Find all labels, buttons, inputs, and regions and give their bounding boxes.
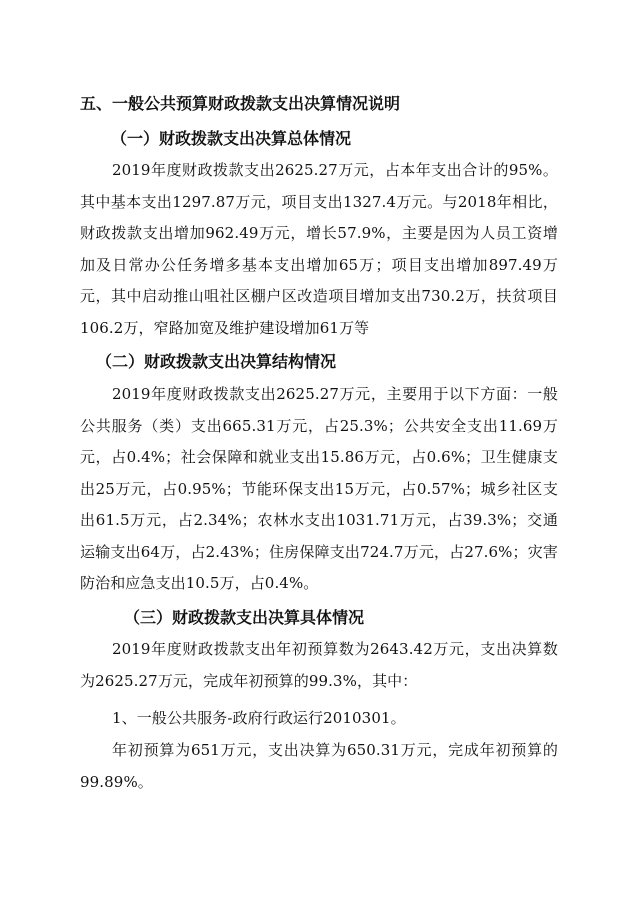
subsection-heading-2: （二）财政拨款支出决算结构情况 bbox=[96, 352, 337, 371]
subsection-heading-3: （三）财政拨款支出决算具体情况 bbox=[124, 608, 365, 627]
paragraph-item-1-detail: 年初预算为651万元，支出决算为650.31万元，完成年初预算的99.89%。 bbox=[80, 741, 558, 791]
subsection-heading-1: （一）财政拨款支出决算总体情况 bbox=[111, 129, 352, 148]
paragraph-detail-intro: 2019年度财政拨款支出年初预算数为2643.42万元，支出决算数为2625.27万元，完成年初预算的99.3%，其中： bbox=[80, 640, 558, 690]
paragraph-item-1: 1、一般公共服务-政府行政运行2010301。 bbox=[112, 709, 406, 727]
paragraph-overall: 2019年度财政拨款支出2625.27万元，占本年支出合计的95%。其中基本支出1297.87万元，项目支出1327.4万元。与2018年相比，财政拨款支出增加962.49万元，增长57.9%，主要是因为人员工资增加及日常办公任务增多基本支出增加65万；项目支出增加897.49万元，其中启动推山咀社区棚户区改造项目增加支出730.2万，扶贫项目106.2万，窄路加宽及维护建设增加61万等 bbox=[80, 161, 558, 337]
section-title: 五、一般公共预算财政拨款支出决算情况说明 bbox=[80, 94, 401, 113]
paragraph-structure: 2019年度财政拨款支出2625.27万元，主要用于以下方面：一般公共服务（类）支出665.31万元，占25.3%；公共安全支出11.69万元，占0.4%；社会保障和就业支出15.86万元，占0.6%；卫生健康支出25万元，占0.95%；节能环保支出15万元，占0.57%；城乡社区支出61.5万元，占2.34%；农林水支出1031.71万元，占39.3%；交通运输支出64万，占2.43%；住房保障支出724.7万元，占27.6%；灾害防治和应急支出10.5万，占0.4%。 bbox=[80, 385, 558, 592]
